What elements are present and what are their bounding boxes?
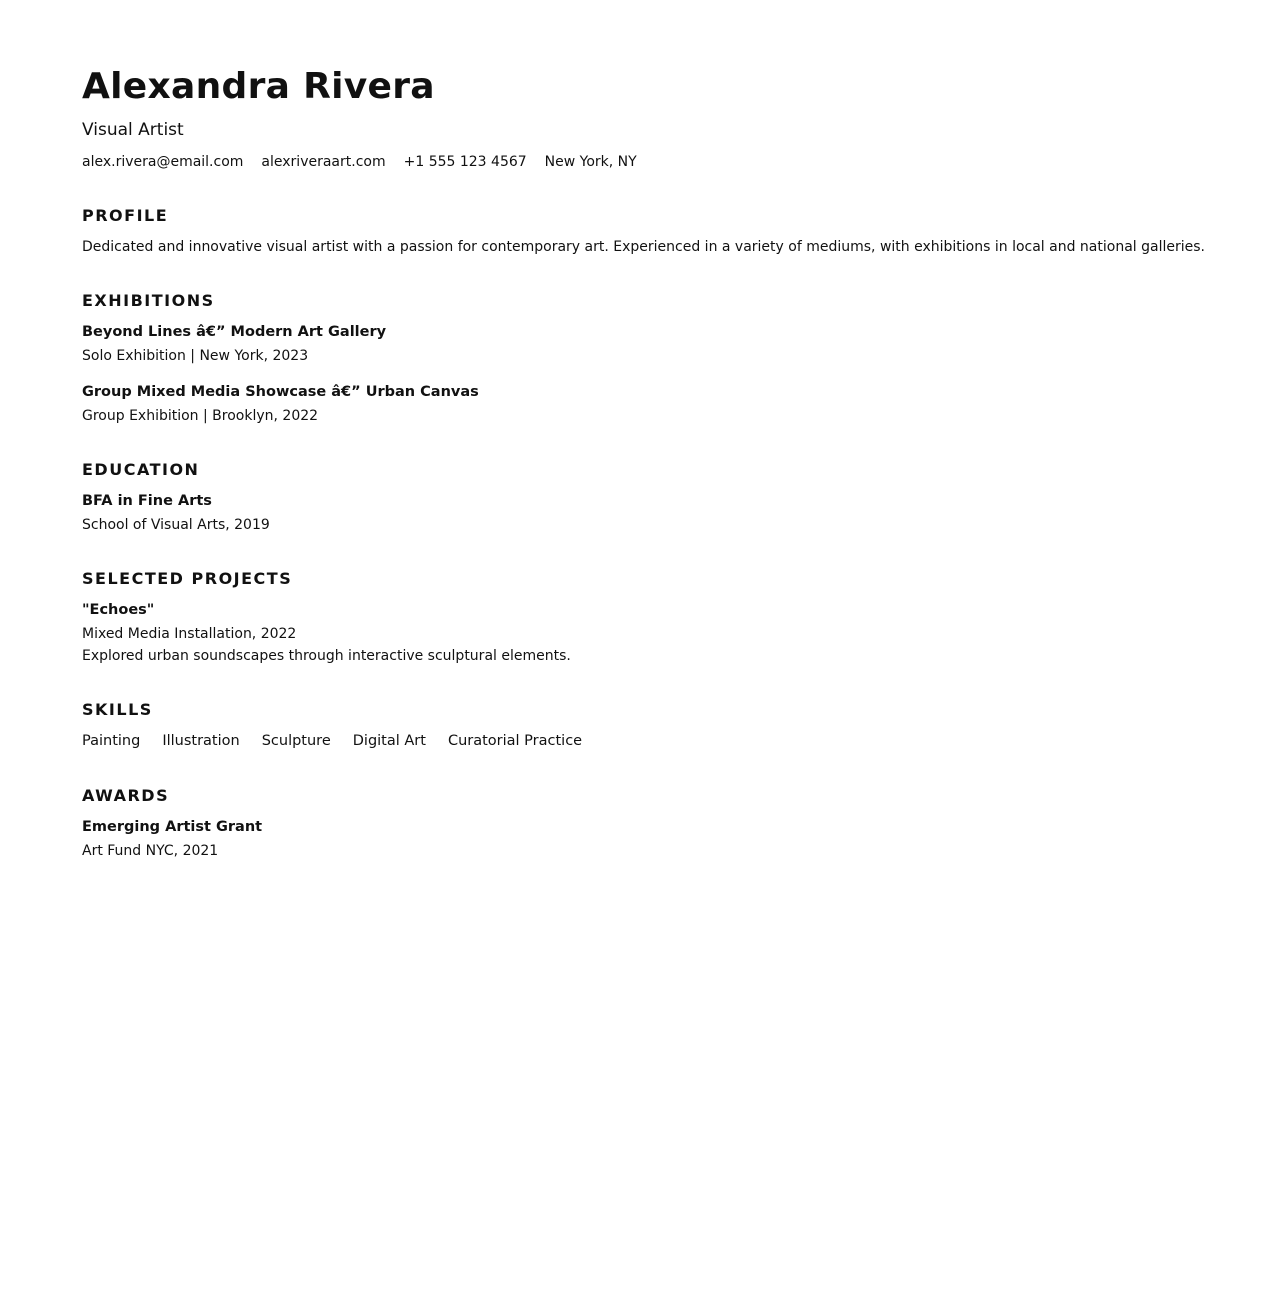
section-heading-profile: PROFILE (82, 206, 169, 225)
contact-website: alexriveraart.com (261, 154, 386, 170)
contact-email: alex.rivera@email.com (82, 154, 244, 170)
contact-phone: +1 555 123 4567 (403, 154, 527, 170)
exhibition-details: Group Exhibition | Brooklyn, 2022 (82, 408, 319, 424)
skill-item: Curatorial Practice (447, 733, 583, 749)
exhibition-title: Group Mixed Media Showcase â€” Urban Canvas (82, 384, 479, 400)
degree-title: BFA in Fine Arts (82, 493, 212, 509)
project-description: Explored urban soundscapes through interactive sculptural elements. (82, 648, 571, 664)
skills-list (82, 732, 1196, 751)
section-heading-projects: SELECTED PROJECTS (82, 569, 293, 588)
awards-section (82, 786, 1196, 860)
award-details: Art Fund NYC, 2021 (82, 843, 219, 859)
education-entry (82, 492, 1196, 534)
section-heading-exhibitions: EXHIBITIONS (82, 291, 215, 310)
project-details: Mixed Media Installation, 2022 (82, 626, 297, 642)
exhibition-entry (82, 323, 1196, 365)
artist-title: Visual Artist (82, 120, 184, 140)
degree-details: School of Visual Arts, 2019 (82, 517, 270, 533)
exhibition-title: Beyond Lines â€” Modern Art Gallery (82, 324, 387, 340)
skill-item: Sculpture (261, 733, 331, 749)
profile-section (82, 206, 1205, 256)
section-heading-education: EDUCATION (82, 460, 200, 479)
project-title: "Echoes" (82, 602, 155, 618)
award-title: Emerging Artist Grant (82, 819, 263, 835)
artist-name: Alexandra Rivera (82, 66, 435, 107)
section-heading-awards: AWARDS (82, 786, 170, 805)
resume-header (82, 64, 1196, 171)
award-entry (82, 818, 1196, 860)
skill-item: Digital Art (352, 733, 426, 749)
exhibition-entry (82, 383, 1196, 425)
exhibitions-section (82, 291, 1196, 425)
education-section (82, 460, 1196, 534)
exhibition-details: Solo Exhibition | New York, 2023 (82, 348, 309, 364)
skill-item: Illustration (162, 733, 240, 749)
contact-location: New York, NY (544, 154, 637, 170)
contact-info (82, 153, 1196, 171)
projects-section (82, 569, 1196, 665)
skills-section (82, 700, 1196, 751)
skill-item: Painting (82, 733, 141, 749)
project-entry (82, 601, 1196, 665)
section-heading-skills: SKILLS (82, 700, 153, 719)
profile-text: Dedicated and innovative visual artist with a passion for contemporary art. Experienced in a variety of mediums, with exhibitions in local and national galleries. (82, 239, 1205, 255)
